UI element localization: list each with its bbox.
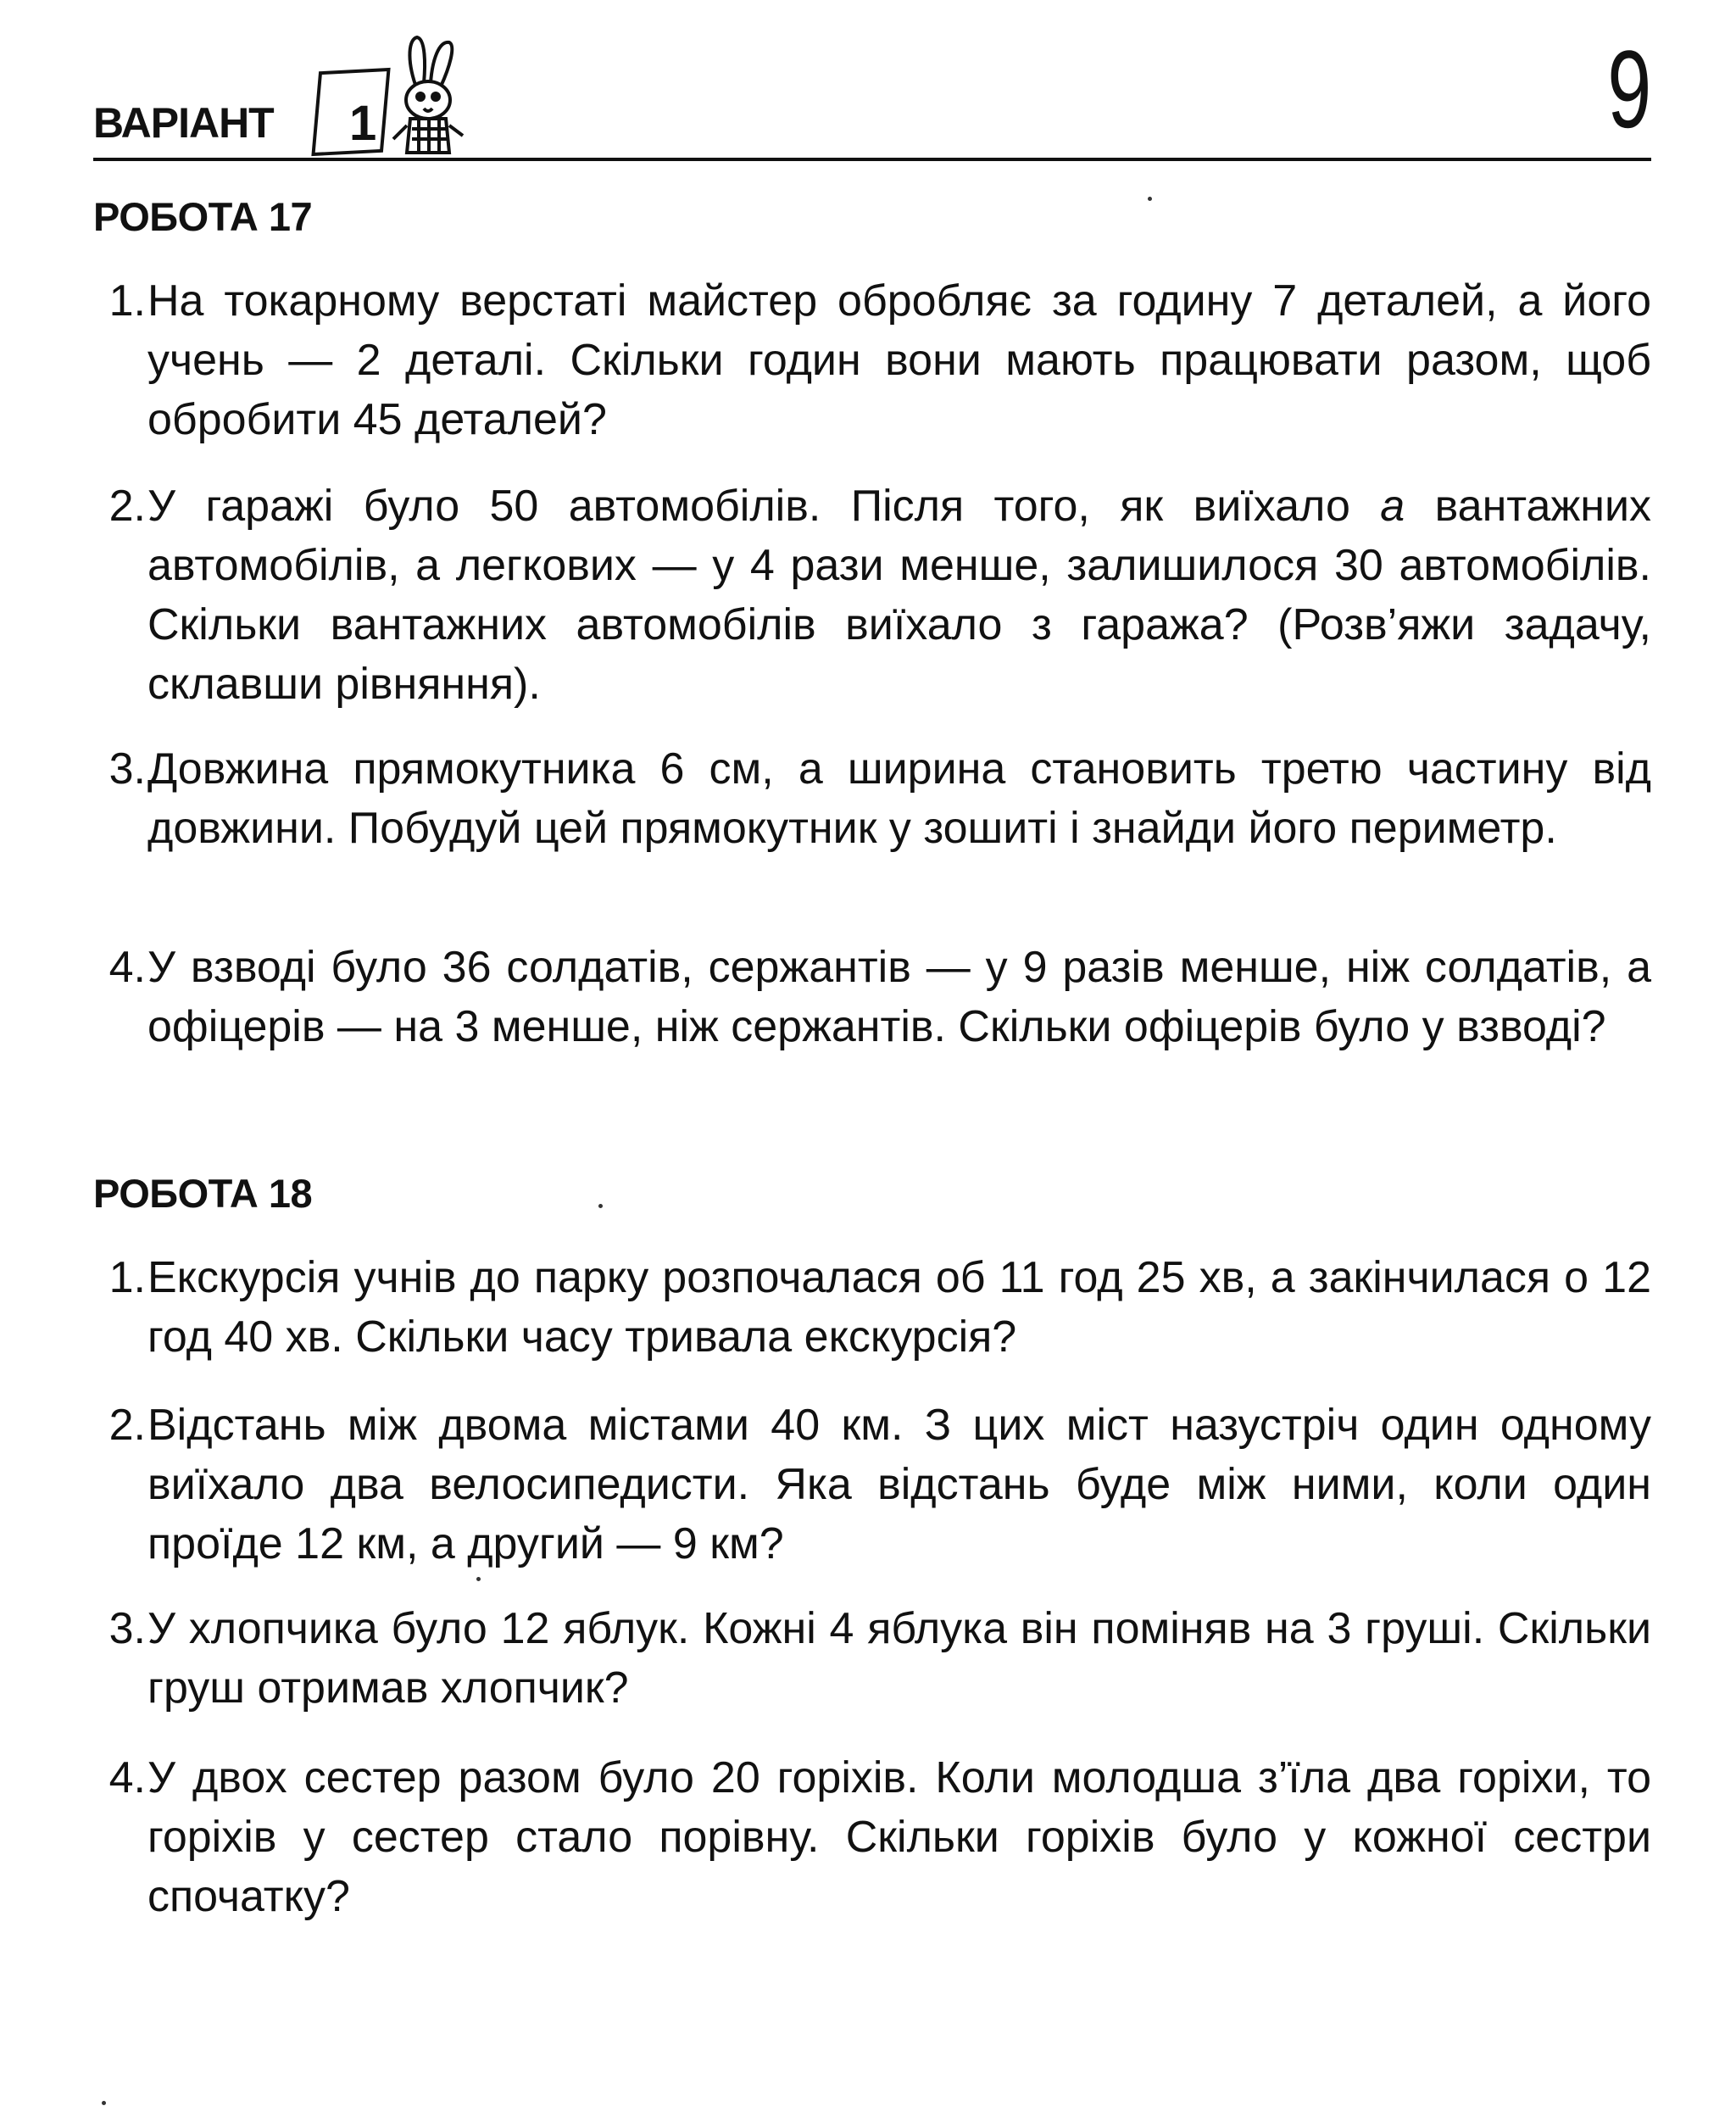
header-divider	[93, 158, 1651, 161]
task-number: 3.	[108, 1604, 146, 1653]
task-number: 2.	[108, 1401, 146, 1450]
task-number: 4.	[108, 1753, 146, 1802]
task-text: У взводі було 36 солдатів, сержантів — у 9 разів менше, ніж солдатів, а офіцерів — на 3 менше, ніж сержантів. Скільки офіцерів було у взводі?	[147, 943, 1651, 1051]
task-text: У двох сестер разом було 20 горіхів. Коли молодша з’їла два горіхи, то горіхів у сестер стало порівну. Скільки горіхів було у кожної сестри спочатку?	[147, 1753, 1651, 1921]
page-header	[93, 27, 1651, 170]
variant-label: ВАРІАНТ	[93, 99, 274, 147]
task-18-1	[93, 1248, 1651, 1367]
scan-speck	[476, 1577, 481, 1581]
task-18-3	[93, 1599, 1651, 1718]
task-text: У хлопчика було 12 яблук. Кожні 4 яблука він поміняв на 3 груші. Скільки груш отримав хлопчик?	[147, 1604, 1651, 1713]
task-17-1	[93, 271, 1651, 449]
bunny-icon	[381, 34, 475, 161]
task-17-4	[93, 938, 1651, 1056]
task-number: 1.	[108, 276, 146, 326]
variant-number: 1	[349, 96, 377, 151]
scan-speck	[598, 1204, 603, 1208]
task-text: Екскурсія учнів до парку розпочалася об 11 год 25 хв, а закінчилася о 12 год 40 хв. Скільки часу тривала екскурсія?	[147, 1253, 1651, 1362]
task-18-2	[93, 1396, 1651, 1574]
scan-speck	[102, 2101, 106, 2105]
page-number: 9	[1606, 27, 1651, 151]
task-17-2	[93, 476, 1651, 714]
task-number: 2.	[108, 482, 146, 531]
task-18-4	[93, 1748, 1651, 1926]
section-title-robota-17: РОБОТА 17	[93, 194, 313, 239]
task-number: 3.	[108, 744, 146, 794]
task-variable: а	[1380, 482, 1405, 531]
task-number: 4.	[108, 943, 146, 992]
task-text	[147, 476, 1651, 714]
task-text: Відстань між двома містами 40 км. З цих міст назустріч один одному виїхало два велосипедисти. Яка відстань буде між ними, коли один проїде 12 км, а другий — 9 км?	[147, 1401, 1651, 1568]
task-text: Довжина прямокутника 6 см, а ширина становить третю частину від довжини. Побудуй цей прямокутник у зошиті і знайди його периметр.	[147, 744, 1651, 853]
section-title-robota-18: РОБОТА 18	[93, 1171, 313, 1216]
task-number: 1.	[108, 1253, 146, 1302]
task-text-part: вантажних автомобілів, а легкових — у 4 рази менше, залишилося 30 автомобілів. Скільки вантажних автомобілів виїхало з гаража? (Розв’яжи задачу, склавши рівняння).	[147, 482, 1652, 709]
task-text: На токарному верстаті майстер обробляє за годину 7 деталей, а його учень — 2 деталі. Скільки годин вони мають працювати разом, щоб обробити 45 деталей?	[147, 276, 1651, 444]
scan-speck	[1148, 197, 1152, 201]
task-text-part: У гаражі було 50 автомобілів. Після того, як виїхало	[147, 482, 1381, 531]
task-17-3	[93, 739, 1651, 858]
